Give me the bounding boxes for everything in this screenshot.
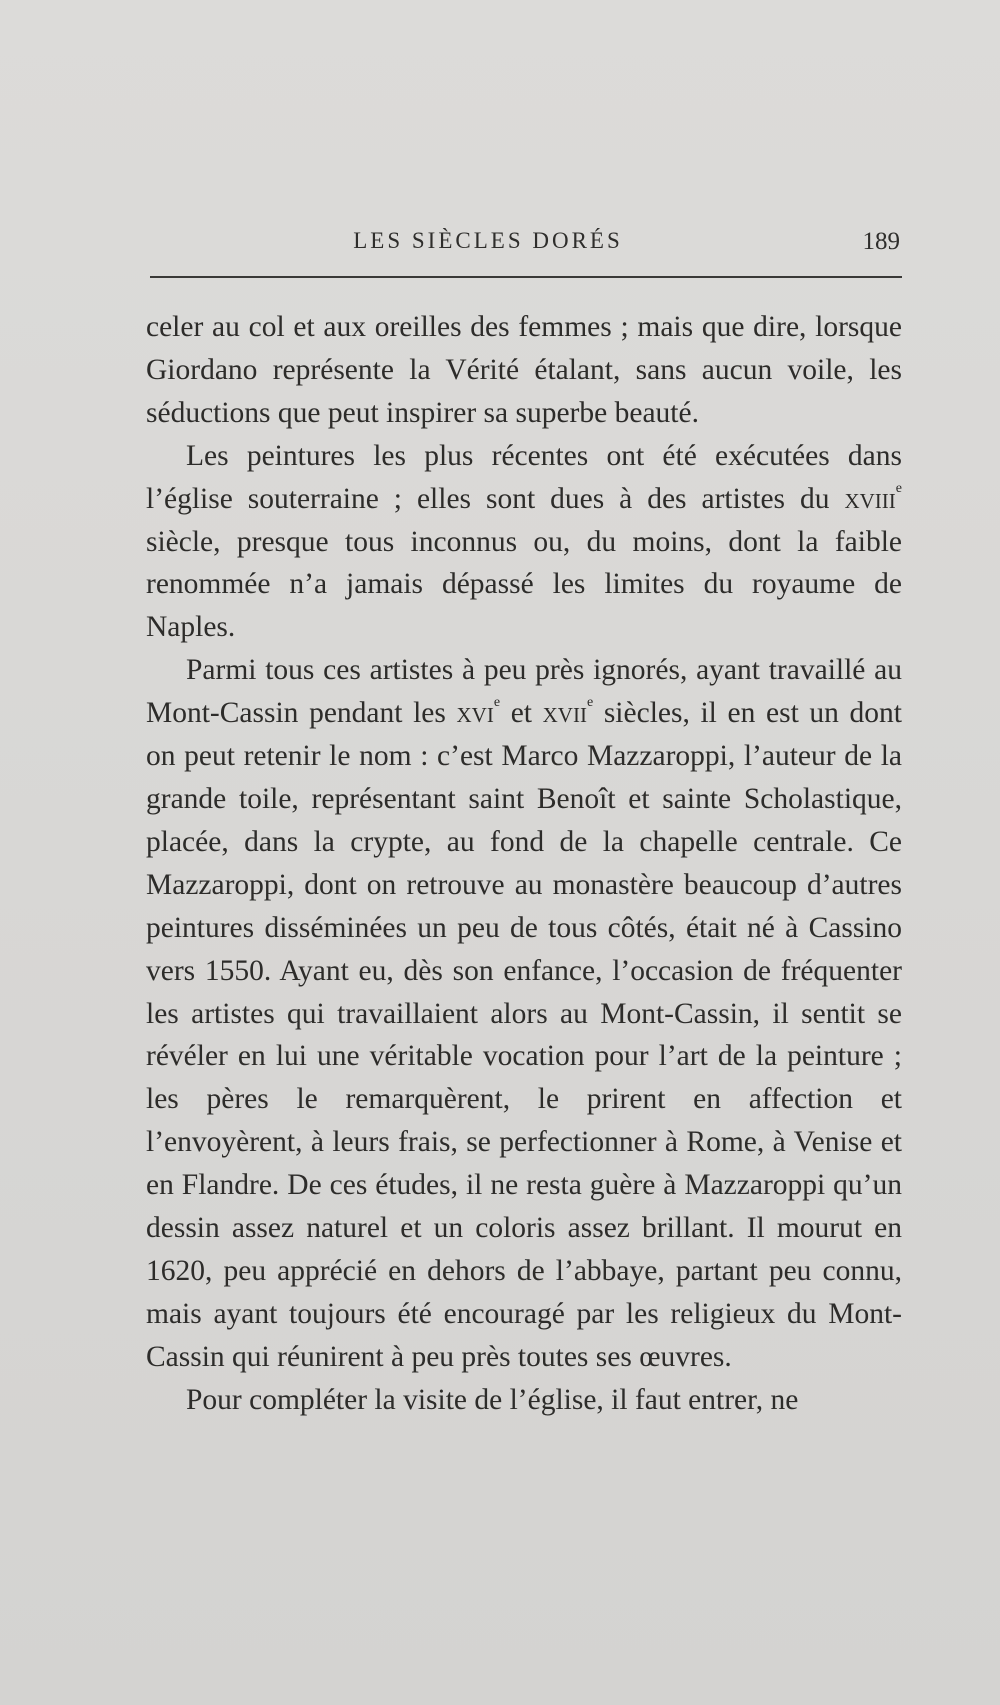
page-number: 189 (862, 228, 900, 255)
small-caps-numeral: xvi (456, 697, 494, 730)
superscript: e (895, 480, 902, 496)
text-segment: Parmi tous ces artistes à peu près ignorés, ayant travaillé au Mont-Cassin pendant les (146, 654, 902, 730)
small-caps-numeral: xviii (844, 482, 896, 515)
text-segment: siècle, presque tous inconnus ou, du moins, dont la faible renommée n’a jamais dépassé les limites du royaume de Naples. (146, 525, 902, 644)
body-text (146, 306, 902, 1422)
text-segment: siècles, il en est un dont on peut retenir le nom : c’est Marco Mazzaroppi, l’auteur de la grande toile, représentant saint Benoît et sainte Scholastique, placée, dans la crypte, au fond de la chapelle centrale. Ce Mazzaroppi, dont on retrouve au monastère beaucoup d’autres peintures disséminées un peu de tous côtés, était né à Cassino vers 1550. Ayant eu, dès son enfance, l’occasion de fréquenter les artistes qui travaillaient alors au Mont-Cassin, il sentit se révéler en lui une véritable vocation pour l’art de la peinture ; les pères le remarquèrent, le prirent en affection et l’envoyèrent, à leurs frais, se perfectionner à Rome, à Venise et en Flandre. De ces études, il ne resta guère à Mazzaroppi qu’un dessin assez naturel et un coloris assez brillant. Il mourut en 1620, peu apprécié en dehors de l’abbaye, partant peu connu, mais ayant toujours été encouragé par les religieux du Mont-Cassin qui réunirent à peu près toutes ses œuvres. (146, 697, 902, 1373)
text-segment: Les peintures les plus récentes ont été exécutées dans l’église souterraine ; elles sont dues à des artistes du (146, 439, 902, 515)
small-caps-numeral: xvii (542, 697, 587, 730)
paragraph (146, 1379, 902, 1422)
paragraph (146, 435, 902, 650)
running-head (148, 224, 900, 264)
header-rule (150, 276, 902, 278)
text-segment: et (500, 697, 543, 730)
paragraph (146, 649, 902, 1378)
text-segment: celer au col et aux oreilles des femmes ; mais que dire, lorsque Giordano représente la Vérité étalant, sans aucun voile, les séductions que peut inspirer sa superbe beauté. (146, 311, 902, 429)
superscript: e (493, 695, 501, 711)
running-title: LES SIÈCLES DORÉS (353, 228, 623, 253)
text-segment: Pour compléter la visite de l’église, il faut entrer, ne (186, 1383, 799, 1416)
superscript: e (586, 695, 594, 711)
paragraph (146, 306, 902, 435)
